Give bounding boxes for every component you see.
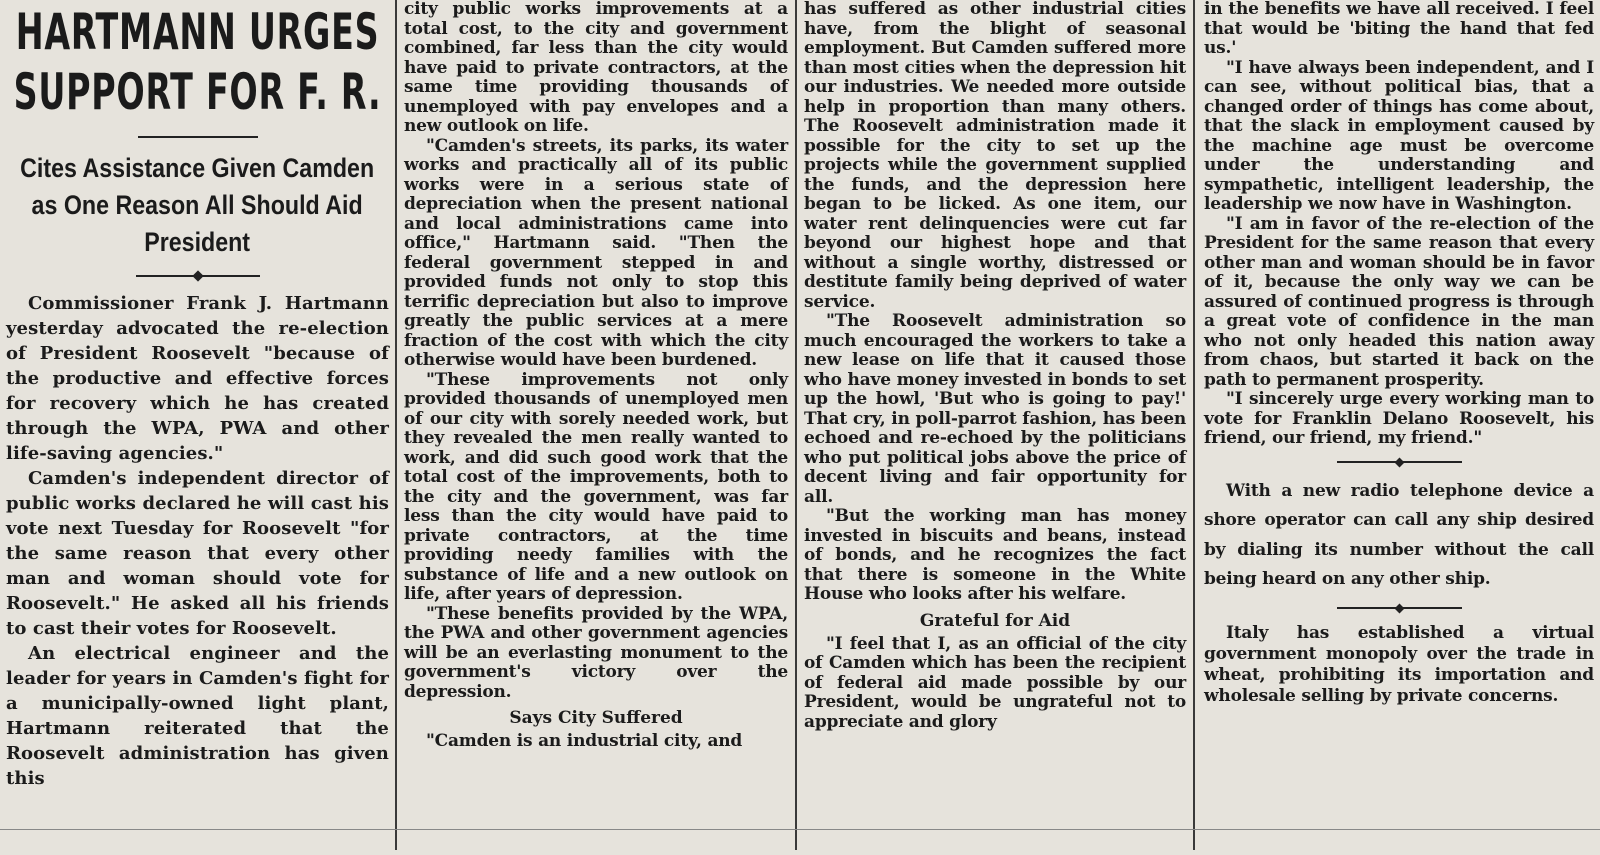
paragraph: Camden's independent director of public works declared he will cast his vote next Tuesday for Roosevelt "for the same reason that every other man and woman should vote for Roosevelt." He asked all his friends to cast their votes for Roosevelt. [6,468,389,639]
paragraph: "Camden's streets, its parks, its water works and practically all of its public works were in a serious state of depreciation when the present national and local administrations came into office," Hartmann said. "Then the federal government stepped in and provided funds not only to stop this terrific depreciation but also to improve greatly the public services at a mere fraction of the cost with which the city otherwise would have been burdened. [404,135,788,370]
paragraph: "I sincerely urge every working man to vote for Franklin Delano Roosevelt, his friend, our friend, my friend." [1204,389,1594,448]
crosshead: Says City Suffered [509,708,683,728]
headline-line-1: HARTMANN URGES [15,3,380,61]
paragraph: city public works improvements at a total cost, to the city and government combined, far less than the city would have paid to private contractors, at the same time providing thousands of unemployed with pay envelopes and a new outlook on life. [404,0,788,136]
filler-ornament [1204,603,1594,613]
paragraph: An electrical engineer and the leader for years in Camden's fight for a municipally-owned light plant, Hartmann reiterated that the Roosevelt administration has given this [6,643,389,789]
paragraph: "But the working man has money invested in biscuits and beans, instead of bonds, and he recognizes the fact that there is someone in the White House who looks after his welfare. [804,506,1186,604]
column-1 [0,0,395,855]
paragraph: in the benefits we have all received. I feel that would be 'biting the hand that fed us.' [1204,0,1594,58]
article-end-ornament [1204,457,1594,467]
headline [6,2,389,122]
column-4 [1198,0,1600,855]
paragraph: "The Roosevelt administration so much encouraged the workers to take a new lease on life that it caused those who have money invested in bonds to set up the howl, 'But who is going to pay!' That cry, in poll-parrot fashion, has been echoed and re-echoed by the politicians who put political jobs above the price of decent living and fair opportunity for all. [804,311,1186,507]
subheadline: Cites Assistance Given Camden as One Reason All Should Aid President [20,153,375,257]
filler-paragraph: Italy has established a virtual government monopoly over the trade in wheat, prohibiting its importation and wholesale selling by private concerns. [1204,622,1594,706]
paragraph: "These benefits provided by the WPA, the PWA and other government agencies will be an everlasting monument to the government's victory over the depression. [404,603,788,702]
paragraph: "Camden is an industrial city, and [426,731,743,751]
subhead-ornament [6,269,389,283]
paragraph: Commissioner Frank J. Hartmann yesterday advocated the re-election of President Roosevelt "because of the productive and effective forces for recovery which he has created through the WPA, PWA and other life-saving agencies." [6,293,389,464]
headline-rule [138,136,258,138]
paragraph: "These improvements not only provided thousands of unemployed men of our city with sorely needed work, but they revealed the men really wanted to work, and did such good work that the total cost of the improvements, both to the city and the government, was far less than the city would have paid to private contractors, at the time providing needy families with the substance of life and a new outlook on life, after years of depression. [404,369,788,604]
filler-paragraph: With a new radio telephone device a shore operator can call any ship desired by dialing its number without the call being heard on any other ship. [1204,480,1594,589]
filler-item [1204,477,1594,595]
paragraph: "I feel that I, as an official of the city of Camden which has been the recipient of federal aid made possible by our President, would be ungrateful not to appreciate and glory [804,633,1186,732]
column-divider [1193,0,1195,850]
column-divider [795,0,797,850]
crosshead: Grateful for Aid [919,610,1071,631]
column-3 [800,0,1190,855]
bottom-rule [0,829,1600,830]
headline-line-2: SUPPORT FOR F. R. [13,63,382,121]
filler-item [1204,623,1594,707]
paragraph: "I am in favor of the re-election of the President for the same reason that every other man and woman should be in favor of it, because the only way we can be assured of continued progress is through a great vote of confidence in the man who not only headed this nation away from chaos, but started it back on the path to permanent prosperity. [1204,213,1594,390]
paragraph: has suffered as other industrial cities have, from the blight of seasonal employment. But Camden suffered more than most cities when the depression hit our industries. We needed more outside help in proportion than many others. The Roosevelt administration made it possible for the city to set up the projects while the government supplied the funds, and the depression here began to be licked. As one item, our water rent delinquencies were cut far beyond our highest hope and that without a single worthy, distressed or destitute family being deprived of water service. [804,0,1186,312]
column-divider [395,0,397,850]
paragraph: "I have always been independent, and I can see, without political bias, that a changed order of things has come about, that the slack in employment caused by the machine age must be overcome under the understanding and sympathetic, intelligent leadership, the leadership we now have in Washington. [1204,57,1594,214]
column-2 [400,0,792,855]
